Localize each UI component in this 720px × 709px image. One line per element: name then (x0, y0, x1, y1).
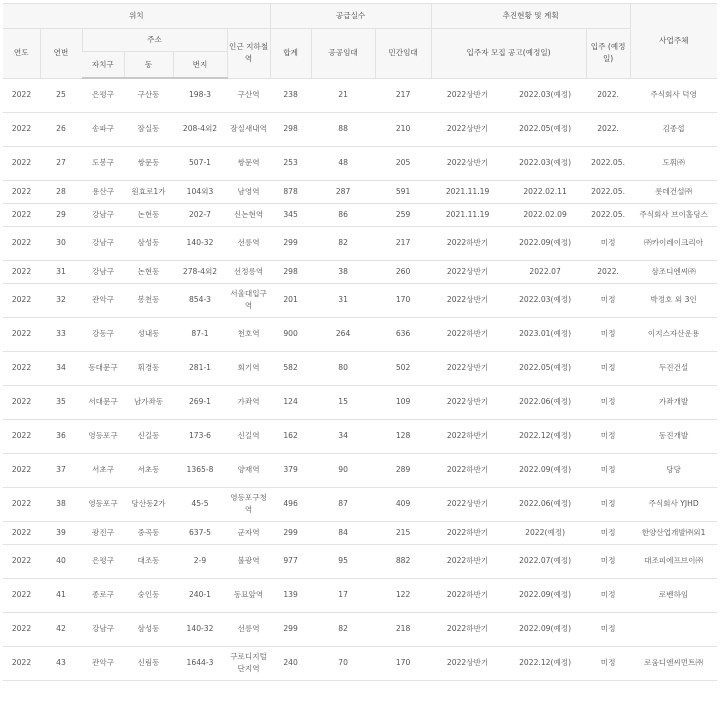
cell-total: 496 (270, 487, 311, 521)
cell-movein: 미정 (586, 385, 630, 419)
cell-private: 218 (375, 612, 431, 646)
cell-station: 회기역 (227, 351, 270, 385)
header-dong: 동 (124, 52, 173, 79)
table-row (3, 180, 717, 203)
cell-year: 2022 (3, 419, 40, 453)
cell-private: 217 (375, 226, 431, 260)
cell-notice: 2022.12(예정) (504, 419, 586, 453)
cell-private: 409 (375, 487, 431, 521)
cell-movein: 미정 (586, 578, 630, 612)
cell-dong: 논현동 (124, 260, 173, 283)
cell-public: 15 (311, 385, 375, 419)
cell-recruit: 2022하반기 (431, 612, 504, 646)
cell-recruit: 2022상반기 (431, 78, 504, 112)
cell-notice: 2022(예정) (504, 521, 586, 544)
cell-station: 신길역 (227, 419, 270, 453)
cell-no: 29 (40, 203, 82, 226)
cell-notice: 2022.03(예정) (504, 146, 586, 180)
table-row (3, 578, 717, 612)
cell-year: 2022 (3, 146, 40, 180)
cell-no: 27 (40, 146, 82, 180)
cell-gu: 강남구 (82, 612, 124, 646)
header-operator: 사업주체 (630, 4, 717, 79)
cell-recruit: 2022하반기 (431, 544, 504, 578)
cell-operator: 도휘㈜ (630, 146, 717, 180)
cell-total: 162 (270, 419, 311, 453)
cell-movein: 미정 (586, 283, 630, 317)
cell-station: 양재역 (227, 453, 270, 487)
table-row (3, 260, 717, 283)
cell-movein: 미정 (586, 544, 630, 578)
cell-operator: 주식회사 YJHD (630, 487, 717, 521)
cell-operator (630, 612, 717, 646)
cell-station: 가좌역 (227, 385, 270, 419)
cell-movein: 미정 (586, 487, 630, 521)
cell-year: 2022 (3, 112, 40, 146)
cell-notice: 2022.09(예정) (504, 226, 586, 260)
header-supply: 공급실수 (270, 4, 431, 29)
cell-total: 238 (270, 78, 311, 112)
cell-movein: 미정 (586, 317, 630, 351)
header-district: 자치구 (82, 52, 124, 79)
table-row (3, 646, 717, 680)
cell-operator: 이지스자산운용 (630, 317, 717, 351)
cell-dong: 휘경동 (124, 351, 173, 385)
cell-operator: 주식회사 브이홀딩스 (630, 203, 717, 226)
cell-gu: 서초구 (82, 453, 124, 487)
header-lot: 번지 (173, 52, 227, 79)
cell-gu: 강동구 (82, 317, 124, 351)
cell-no: 37 (40, 453, 82, 487)
cell-public: 95 (311, 544, 375, 578)
table-row (3, 521, 717, 544)
cell-recruit: 2022하반기 (431, 453, 504, 487)
cell-lot: 140-32 (173, 612, 227, 646)
cell-operator: 대조피에프브이㈜ (630, 544, 717, 578)
cell-public: 84 (311, 521, 375, 544)
cell-dong: 삼성동 (124, 226, 173, 260)
cell-public: 82 (311, 226, 375, 260)
cell-notice: 2022.06(예정) (504, 487, 586, 521)
cell-station: 선릉역 (227, 226, 270, 260)
table-row (3, 146, 717, 180)
cell-dong: 삼성동 (124, 612, 173, 646)
cell-private: 122 (375, 578, 431, 612)
cell-total: 298 (270, 112, 311, 146)
cell-total: 379 (270, 453, 311, 487)
cell-lot: 202-7 (173, 203, 227, 226)
cell-no: 25 (40, 78, 82, 112)
table-row (3, 612, 717, 646)
supply-table (3, 3, 717, 681)
cell-private: 170 (375, 646, 431, 680)
cell-operator: 당당 (630, 453, 717, 487)
table-row (3, 453, 717, 487)
cell-recruit: 2022하반기 (431, 226, 504, 260)
cell-gu: 도봉구 (82, 146, 124, 180)
cell-operator: 가좌개발 (630, 385, 717, 419)
table-row (3, 203, 717, 226)
cell-dong: 신길동 (124, 419, 173, 453)
cell-station: 동묘앞역 (227, 578, 270, 612)
cell-recruit: 2022상반기 (431, 283, 504, 317)
cell-notice: 2022.02.11 (504, 180, 586, 203)
cell-private: 210 (375, 112, 431, 146)
cell-lot: 637-5 (173, 521, 227, 544)
cell-gu: 강남구 (82, 203, 124, 226)
cell-recruit: 2022상반기 (431, 487, 504, 521)
cell-notice: 2022.09(예정) (504, 612, 586, 646)
header-location: 위치 (3, 4, 270, 29)
cell-notice: 2022.05(예정) (504, 351, 586, 385)
cell-lot: 507-1 (173, 146, 227, 180)
table-row (3, 385, 717, 419)
cell-private: 109 (375, 385, 431, 419)
cell-dong: 구산동 (124, 78, 173, 112)
cell-no: 36 (40, 419, 82, 453)
cell-no: 31 (40, 260, 82, 283)
cell-private: 259 (375, 203, 431, 226)
cell-total: 201 (270, 283, 311, 317)
cell-total: 582 (270, 351, 311, 385)
cell-gu: 관악구 (82, 646, 124, 680)
cell-movein: 2022. (586, 112, 630, 146)
cell-public: 48 (311, 146, 375, 180)
cell-notice: 2022.12(예정) (504, 646, 586, 680)
cell-station: 구산역 (227, 78, 270, 112)
cell-year: 2022 (3, 487, 40, 521)
header-movein: 입주 (예정일) (586, 29, 630, 79)
cell-dong: 서초동 (124, 453, 173, 487)
cell-public: 38 (311, 260, 375, 283)
cell-movein: 미정 (586, 419, 630, 453)
cell-no: 30 (40, 226, 82, 260)
cell-recruit: 2022하반기 (431, 521, 504, 544)
cell-station: 선릉역 (227, 612, 270, 646)
table-row (3, 78, 717, 112)
cell-total: 299 (270, 521, 311, 544)
cell-lot: 1644-3 (173, 646, 227, 680)
cell-no: 26 (40, 112, 82, 146)
cell-notice: 2022.03(예정) (504, 283, 586, 317)
cell-lot: 2-9 (173, 544, 227, 578)
cell-dong: 성내동 (124, 317, 173, 351)
cell-gu: 은평구 (82, 544, 124, 578)
cell-lot: 269-1 (173, 385, 227, 419)
cell-total: 345 (270, 203, 311, 226)
cell-public: 264 (311, 317, 375, 351)
header-station: 인근 지하철역 (227, 29, 270, 79)
cell-station: 신논현역 (227, 203, 270, 226)
cell-lot: 87-1 (173, 317, 227, 351)
cell-station: 천호역 (227, 317, 270, 351)
cell-operator: 동진개발 (630, 419, 717, 453)
cell-dong: 신림동 (124, 646, 173, 680)
cell-lot: 278-4외2 (173, 260, 227, 283)
cell-operator: 로벤하임 (630, 578, 717, 612)
cell-operator: 로움디엔씨먼트㈜ (630, 646, 717, 680)
cell-total: 124 (270, 385, 311, 419)
cell-public: 17 (311, 578, 375, 612)
cell-private: 217 (375, 78, 431, 112)
cell-operator: 두진건설 (630, 351, 717, 385)
cell-public: 90 (311, 453, 375, 487)
cell-gu: 강남구 (82, 260, 124, 283)
header-public: 공공임대 (311, 29, 375, 79)
cell-notice: 2022.07(예정) (504, 544, 586, 578)
cell-gu: 영등포구 (82, 419, 124, 453)
cell-year: 2022 (3, 453, 40, 487)
cell-public: 31 (311, 283, 375, 317)
cell-recruit: 2022상반기 (431, 146, 504, 180)
header-year: 연도 (3, 29, 40, 79)
table-row (3, 112, 717, 146)
cell-gu: 강남구 (82, 226, 124, 260)
table-row (3, 544, 717, 578)
cell-operator: 삼조디엔씨㈜ (630, 260, 717, 283)
cell-no: 41 (40, 578, 82, 612)
cell-total: 299 (270, 226, 311, 260)
cell-total: 977 (270, 544, 311, 578)
cell-gu: 은평구 (82, 78, 124, 112)
cell-gu: 서대문구 (82, 385, 124, 419)
cell-private: 636 (375, 317, 431, 351)
cell-recruit: 2022상반기 (431, 351, 504, 385)
cell-year: 2022 (3, 317, 40, 351)
cell-gu: 영등포구 (82, 487, 124, 521)
cell-movein: 미정 (586, 453, 630, 487)
cell-private: 215 (375, 521, 431, 544)
cell-private: 502 (375, 351, 431, 385)
cell-year: 2022 (3, 646, 40, 680)
cell-no: 40 (40, 544, 82, 578)
cell-total: 139 (270, 578, 311, 612)
cell-year: 2022 (3, 351, 40, 385)
cell-gu: 종로구 (82, 578, 124, 612)
cell-dong: 원효로1가 (124, 180, 173, 203)
cell-movein: 2022.05. (586, 146, 630, 180)
table-row (3, 419, 717, 453)
cell-no: 39 (40, 521, 82, 544)
cell-recruit: 2022하반기 (431, 578, 504, 612)
cell-dong: 당산동2가 (124, 487, 173, 521)
cell-operator: 주식회사 덕영 (630, 78, 717, 112)
cell-dong: 남가좌동 (124, 385, 173, 419)
cell-lot: 140-32 (173, 226, 227, 260)
cell-lot: 45-5 (173, 487, 227, 521)
cell-recruit: 2022하반기 (431, 317, 504, 351)
cell-year: 2022 (3, 578, 40, 612)
cell-lot: 104외3 (173, 180, 227, 203)
cell-public: 88 (311, 112, 375, 146)
cell-movein: 미정 (586, 351, 630, 385)
cell-no: 32 (40, 283, 82, 317)
table-row (3, 487, 717, 521)
cell-year: 2022 (3, 203, 40, 226)
cell-movein: 미정 (586, 226, 630, 260)
table-row (3, 283, 717, 317)
cell-year: 2022 (3, 180, 40, 203)
cell-dong: 쌍문동 (124, 146, 173, 180)
cell-movein: 2022. (586, 78, 630, 112)
cell-lot: 173-6 (173, 419, 227, 453)
cell-station: 쌍문역 (227, 146, 270, 180)
cell-dong: 중곡동 (124, 521, 173, 544)
cell-private: 882 (375, 544, 431, 578)
cell-notice: 2022.06(예정) (504, 385, 586, 419)
cell-notice: 2022.03(예정) (504, 78, 586, 112)
header-total: 합계 (270, 29, 311, 79)
table-row (3, 226, 717, 260)
cell-recruit: 2022상반기 (431, 385, 504, 419)
cell-no: 33 (40, 317, 82, 351)
cell-public: 287 (311, 180, 375, 203)
cell-total: 240 (270, 646, 311, 680)
cell-total: 900 (270, 317, 311, 351)
cell-total: 253 (270, 146, 311, 180)
cell-lot: 281-1 (173, 351, 227, 385)
cell-total: 299 (270, 612, 311, 646)
cell-dong: 잠실동 (124, 112, 173, 146)
header-progress: 추진현황 및 계획 (431, 4, 630, 29)
cell-notice: 2022.05(예정) (504, 112, 586, 146)
header-address: 주소 (82, 29, 227, 52)
cell-private: 205 (375, 146, 431, 180)
cell-movein: 미정 (586, 646, 630, 680)
cell-year: 2022 (3, 226, 40, 260)
cell-no: 38 (40, 487, 82, 521)
cell-station: 군자역 (227, 521, 270, 544)
cell-year: 2022 (3, 385, 40, 419)
cell-private: 260 (375, 260, 431, 283)
cell-dong: 숭인동 (124, 578, 173, 612)
cell-station: 구로디지털단지역 (227, 646, 270, 680)
cell-notice: 2022.09(예정) (504, 578, 586, 612)
cell-recruit: 2022상반기 (431, 112, 504, 146)
cell-gu: 관악구 (82, 283, 124, 317)
cell-no: 28 (40, 180, 82, 203)
cell-operator: 김종섭 (630, 112, 717, 146)
cell-private: 591 (375, 180, 431, 203)
cell-no: 43 (40, 646, 82, 680)
cell-operator: 롯데건설㈜ (630, 180, 717, 203)
cell-public: 82 (311, 612, 375, 646)
cell-notice: 2022.09(예정) (504, 453, 586, 487)
table-row (3, 351, 717, 385)
cell-lot: 854-3 (173, 283, 227, 317)
cell-year: 2022 (3, 612, 40, 646)
cell-no: 42 (40, 612, 82, 646)
cell-year: 2022 (3, 544, 40, 578)
cell-year: 2022 (3, 283, 40, 317)
cell-station: 영등포구청역 (227, 487, 270, 521)
cell-lot: 198-3 (173, 78, 227, 112)
cell-public: 80 (311, 351, 375, 385)
cell-lot: 208-4외2 (173, 112, 227, 146)
cell-notice: 2022.07 (504, 260, 586, 283)
cell-year: 2022 (3, 521, 40, 544)
cell-notice: 2023.01(예정) (504, 317, 586, 351)
cell-public: 21 (311, 78, 375, 112)
cell-dong: 대조동 (124, 544, 173, 578)
cell-movein: 미정 (586, 521, 630, 544)
header-serial: 연번 (40, 29, 82, 79)
cell-recruit: 2021.11.19 (431, 203, 504, 226)
cell-operator: 한양산업개발㈜외1 (630, 521, 717, 544)
cell-gu: 송파구 (82, 112, 124, 146)
cell-private: 170 (375, 283, 431, 317)
cell-dong: 봉천동 (124, 283, 173, 317)
cell-station: 잠실새내역 (227, 112, 270, 146)
cell-public: 87 (311, 487, 375, 521)
cell-gu: 동대문구 (82, 351, 124, 385)
cell-operator: ㈜카이레이크리아 (630, 226, 717, 260)
cell-year: 2022 (3, 78, 40, 112)
header-private: 민간임대 (375, 29, 431, 79)
cell-private: 128 (375, 419, 431, 453)
cell-station: 서울대입구역 (227, 283, 270, 317)
cell-movein: 2022. (586, 260, 630, 283)
cell-dong: 논현동 (124, 203, 173, 226)
cell-notice: 2022.02.09 (504, 203, 586, 226)
cell-recruit: 2022상반기 (431, 260, 504, 283)
cell-movein: 2022.05. (586, 180, 630, 203)
cell-lot: 240-1 (173, 578, 227, 612)
cell-station: 불광역 (227, 544, 270, 578)
cell-year: 2022 (3, 260, 40, 283)
cell-public: 86 (311, 203, 375, 226)
cell-gu: 용산구 (82, 180, 124, 203)
cell-movein: 미정 (586, 612, 630, 646)
cell-operator: 박정호 외 3인 (630, 283, 717, 317)
cell-movein: 2022.05. (586, 203, 630, 226)
cell-lot: 1365-8 (173, 453, 227, 487)
cell-gu: 광진구 (82, 521, 124, 544)
cell-station: 남영역 (227, 180, 270, 203)
header-recruit: 입주자 모집 공고(예정일) (431, 29, 586, 79)
cell-station: 선정릉역 (227, 260, 270, 283)
cell-recruit: 2021.11.19 (431, 180, 504, 203)
cell-no: 35 (40, 385, 82, 419)
cell-total: 878 (270, 180, 311, 203)
cell-no: 34 (40, 351, 82, 385)
cell-public: 70 (311, 646, 375, 680)
cell-private: 289 (375, 453, 431, 487)
cell-total: 298 (270, 260, 311, 283)
table-row (3, 317, 717, 351)
cell-recruit: 2022상반기 (431, 646, 504, 680)
cell-public: 34 (311, 419, 375, 453)
cell-recruit: 2022하반기 (431, 419, 504, 453)
